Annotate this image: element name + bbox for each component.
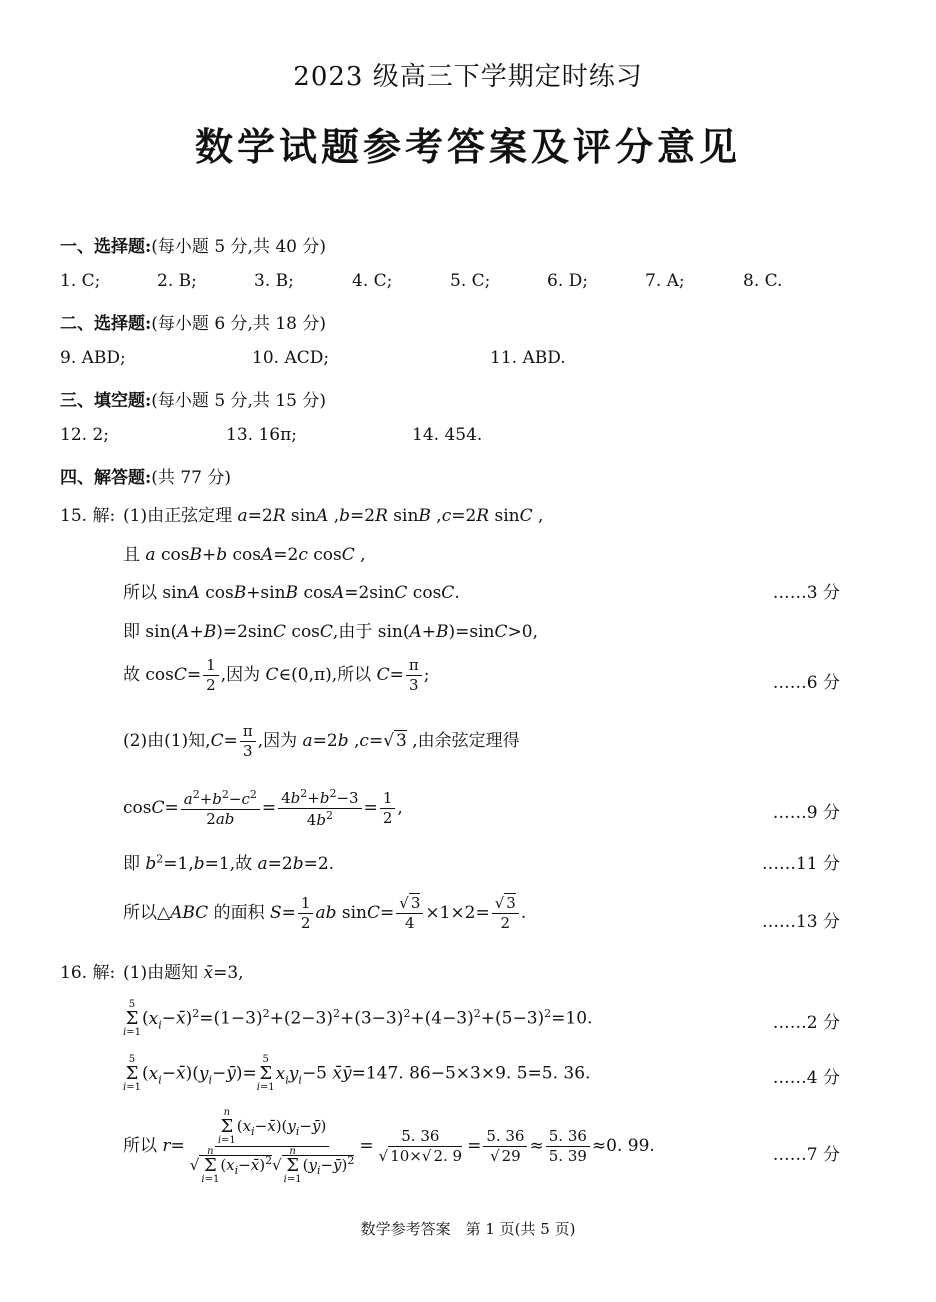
section-3-heading <box>60 386 326 411</box>
fraction: $\frac{4b^2+b^2-3}{4b^2}$ <box>278 787 361 830</box>
section-1-heading <box>60 232 326 257</box>
answer-2: 2. B; <box>157 271 197 291</box>
q15-line-9: 所以△ABC 的面积 S= $\frac{1}{2}$ ab sinC= $\frac{√ 3}{4}$ ×1×2= $\frac{√ 3}{2}$ . <box>123 894 527 932</box>
answer-3: 3. B; <box>254 271 294 291</box>
fraction: $\frac{1}{2}$ <box>380 789 396 828</box>
q15-line-4: 即 sin(A+B)=2sinC cosC,由于 sin(A+B)=sinC>0, <box>123 622 538 642</box>
fraction: $\frac{5. 36}{√ 10\times√ 2. 9}$ <box>378 1127 463 1165</box>
score-mark: ……7 分 <box>772 1145 840 1165</box>
answer-4: 4. C; <box>352 271 393 291</box>
q15-number: 15. 解: <box>60 506 116 526</box>
summation-sign: 5 Σ i=1 <box>123 1054 141 1093</box>
fraction: $\frac{5. 36}{5. 39}$ <box>546 1127 590 1166</box>
score-mark: ……11 分 <box>761 854 840 874</box>
answer-7: 7. A; <box>645 271 685 291</box>
q15-line-6: (2)由(1)知,C= $\frac{\pi}{3}$ ,因为 a=2b ,c=√ 3 ,由余弦定理得 <box>123 722 520 760</box>
score-mark: ……6 分 <box>772 673 840 693</box>
q16-line-3: 5 Σ i=1 $(x_i-x̄)(y_i-ȳ)=$ 5 Σ i=1 $x_iy_i-5$ x̄ȳ=147. 86−5×3×9. 5=5. 36. <box>123 1054 591 1093</box>
fraction: n Σ i=1 $(x_i-x̄)(y_i-ȳ)$ √ n Σ i=1 $(x_i-x̄)^2√$ n Σ i=1 $(y_i-ȳ)^2$ <box>189 1107 355 1185</box>
q16-line-4: 所以 r= n Σ i=1 $(x_i-x̄)(y_i-ȳ)$ √ n Σ i=1 $(x_i-x̄)^2√$ n Σ i=1 $(y_i-ȳ)^2$ = $\frac{5. 36}{√ 10\times√ 2. 9}$ = $\frac{5. 36}{√ 29}$ ≈ $\frac{5. 36}{5. 39}$ ≈0. 99. <box>123 1107 655 1185</box>
score-mark: ……9 分 <box>772 803 840 823</box>
section-note: (共 77 分) <box>151 468 231 488</box>
section-note: (每小题 5 分,共 15 分) <box>151 391 327 411</box>
fraction: $\frac{√ 3}{4}$ <box>396 894 423 933</box>
summation-sign: 5 Σ i=1 <box>123 999 141 1038</box>
section-label: 三、填空题: <box>60 391 152 411</box>
fraction: $\frac{a^2+b^2-c^2}{2ab}$ <box>181 788 260 829</box>
answer-12: 12. 2; <box>60 425 109 445</box>
q15-line-3: 所以 sinA cosB+sinB cosA=2sinC cosC. <box>123 583 460 603</box>
score-mark: ……3 分 <box>772 583 840 603</box>
q16-line-1: (1)由题知 x̄=3, <box>123 963 244 983</box>
score-mark: ……2 分 <box>772 1013 840 1033</box>
answer-1: 1. C; <box>60 271 101 291</box>
answer-14: 14. 454. <box>412 425 483 445</box>
page-footer: 数学参考答案 第 1 页(共 5 页) <box>360 1220 576 1238</box>
answer-key-title: 数学试题参考答案及评分意见 <box>194 124 741 169</box>
q15-line-1: (1)由正弦定理 a=2R sinA ,b=2R sinB ,c=2R sinC , <box>123 506 544 526</box>
answer-10: 10. ACD; <box>252 348 330 368</box>
answer-13: 13. 16π; <box>226 425 297 445</box>
section-label: 四、解答题: <box>60 468 152 488</box>
summation-sign: 5 Σ i=1 <box>256 1054 275 1093</box>
q15-line-2: 且 a cosB+b cosA=2c cosC , <box>123 545 366 565</box>
fraction: $\frac{\pi}{3}$ <box>240 722 256 761</box>
answer-9: 9. ABD; <box>60 348 126 368</box>
fraction: $\frac{1}{2}$ <box>203 656 219 695</box>
section-label: 一、选择题: <box>60 237 152 257</box>
exam-title: 2023 级高三下学期定时练习 <box>293 62 643 92</box>
q15-line-7: cosC= $\frac{a^2+b^2-c^2}{2ab}$ = $\frac{4b^2+b^2-3}{4b^2}$ = $\frac{1}{2}$ , <box>123 787 403 829</box>
answer-11: 11. ABD. <box>490 348 566 368</box>
fraction: $\frac{\pi}{3}$ <box>406 656 422 695</box>
section-note: (每小题 6 分,共 18 分) <box>151 314 327 334</box>
q15-line-5: 故 cosC= $\frac{1}{2}$ ,因为 C∈(0,π),所以 C= $\frac{\pi}{3}$ ; <box>123 656 430 694</box>
score-mark: ……13 分 <box>761 912 840 932</box>
section-4-heading <box>60 463 231 488</box>
fraction: $\frac{1}{2}$ <box>298 894 314 933</box>
answer-6: 6. D; <box>547 271 588 291</box>
answer-5: 5. C; <box>450 271 491 291</box>
section-2-heading <box>60 309 326 334</box>
score-mark: ……4 分 <box>772 1068 840 1088</box>
fraction: $\frac{√ 3}{2}$ <box>492 894 519 933</box>
fraction: $\frac{5. 36}{√ 29}$ <box>483 1127 527 1166</box>
q16-number: 16. 解: <box>60 963 116 983</box>
section-note: (每小题 5 分,共 40 分) <box>151 237 327 257</box>
section-label: 二、选择题: <box>60 314 152 334</box>
answer-8: 8. C. <box>743 271 783 291</box>
q15-line-8: 即 $b^2=1,b=1$,故 a=2b=2. <box>123 852 335 874</box>
q16-line-2: 5 Σ i=1 $(x_i-x̄)^2=(1-3)^2+(2-3)^2+(3-3)^2+(4-3)^2+(5-3)^2=10$. <box>123 999 593 1038</box>
